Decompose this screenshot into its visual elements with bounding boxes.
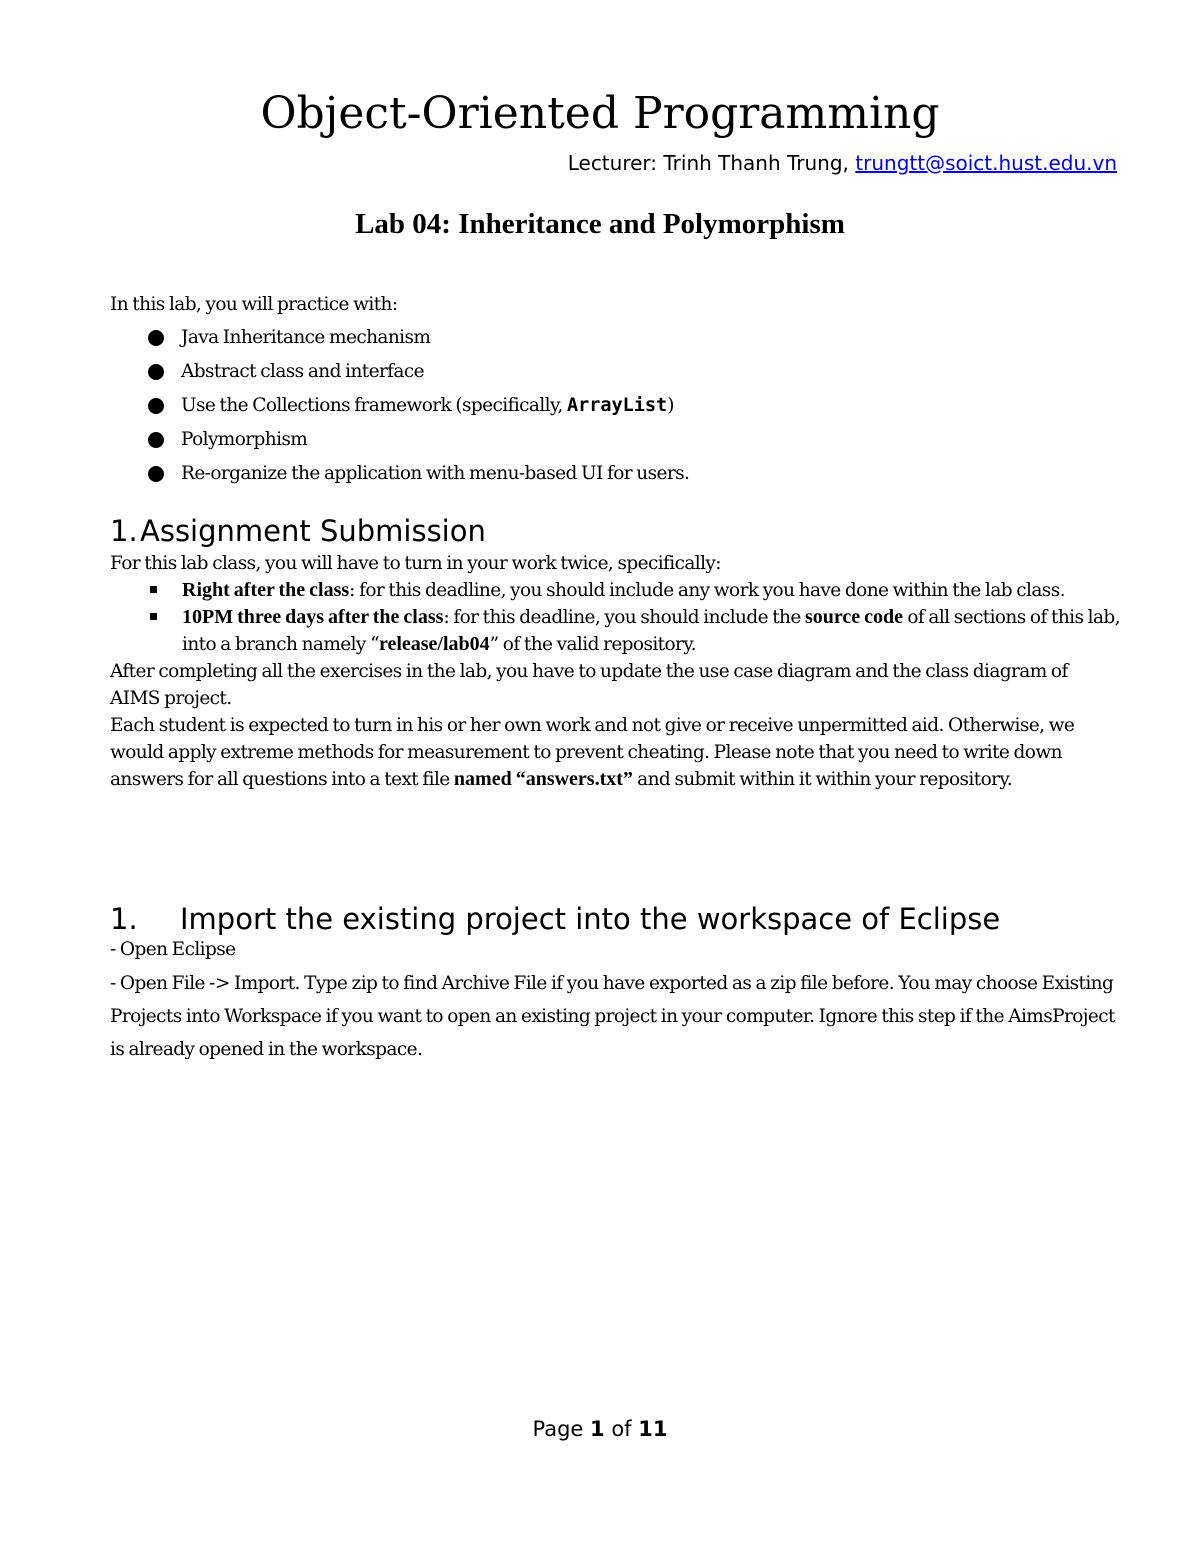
deadline-list bbox=[110, 577, 1120, 658]
intro-lead: In this lab, you will practice with: bbox=[110, 294, 398, 315]
submission-body bbox=[110, 550, 1120, 793]
list-item: Re-organize the application with menu-based UI for users. bbox=[110, 458, 689, 492]
bullet-square-icon bbox=[150, 613, 157, 620]
bullet-dot-icon bbox=[148, 432, 164, 448]
list-item: 10PM three days after the class: for this deadline, you should include the source code of all sections of this lab, into a branch namely “release/lab04” of the valid repository. bbox=[110, 604, 1120, 658]
bullet-dot-icon bbox=[148, 330, 164, 346]
lab-title: Lab 04: Inheritance and Polymorphism bbox=[355, 208, 845, 240]
honor-paragraph: Each student is expected to turn in his or her own work and not give or receive unpermitted aid. Otherwise, we would apply extreme methods for measurement to prevent cheating. Please note that you need to write down answers for all questions into a text file named “answers.txt” and submit within it within your repository. bbox=[110, 715, 1075, 790]
submission-lead: For this lab class, you will have to turn in your work twice, specifically: bbox=[110, 553, 721, 574]
document-title: Object-Oriented Programming bbox=[260, 88, 940, 139]
bullet-dot-icon bbox=[148, 364, 164, 380]
bullet-square-icon bbox=[150, 586, 157, 593]
list-item: Polymorphism bbox=[110, 424, 689, 458]
step-open-file-import: - Open File -> Import. Type zip to find Archive File if you have exported as a zip file before. You may choose Existing Projects into Workspace if you want to open an existing project in your computer. Ignore this step if the AimsProject is already opened in the workspace. bbox=[110, 973, 1115, 1060]
section-heading-import: 1. Import the existing project into the workspace of Eclipse bbox=[110, 902, 1001, 936]
code-arraylist: ArrayList bbox=[566, 395, 668, 416]
section-heading-submission: 1.Assignment Submission bbox=[110, 514, 486, 548]
page-total: 11 bbox=[638, 1417, 668, 1441]
lecturer-email-link[interactable]: trungtt@soict.hust.edu.vn bbox=[855, 151, 1117, 175]
intro-list bbox=[110, 322, 689, 492]
bullet-dot-icon bbox=[148, 466, 164, 482]
bullet-dot-icon bbox=[148, 398, 164, 414]
page-footer: Page 1 of 11 bbox=[532, 1417, 668, 1441]
list-item: Use the Collections framework (specifically, ArrayList) bbox=[110, 390, 689, 424]
import-body bbox=[110, 936, 1120, 1066]
lecturer-line bbox=[568, 148, 1117, 178]
page-current: 1 bbox=[590, 1417, 605, 1441]
list-item: Abstract class and interface bbox=[110, 356, 689, 390]
lecturer-label: Lecturer: Trinh Thanh Trung, bbox=[567, 151, 856, 175]
step-open-eclipse: - Open Eclipse bbox=[110, 939, 236, 960]
list-item: Right after the class: for this deadline, you should include any work you have done within the lab class. bbox=[110, 577, 1120, 604]
answers-file-name: named “answers.txt” bbox=[453, 768, 633, 790]
list-item: Java Inheritance mechanism bbox=[110, 322, 689, 356]
diagram-paragraph: After completing all the exercises in the lab, you have to update the use case diagram and the class diagram of AIMS project. bbox=[110, 661, 1068, 709]
